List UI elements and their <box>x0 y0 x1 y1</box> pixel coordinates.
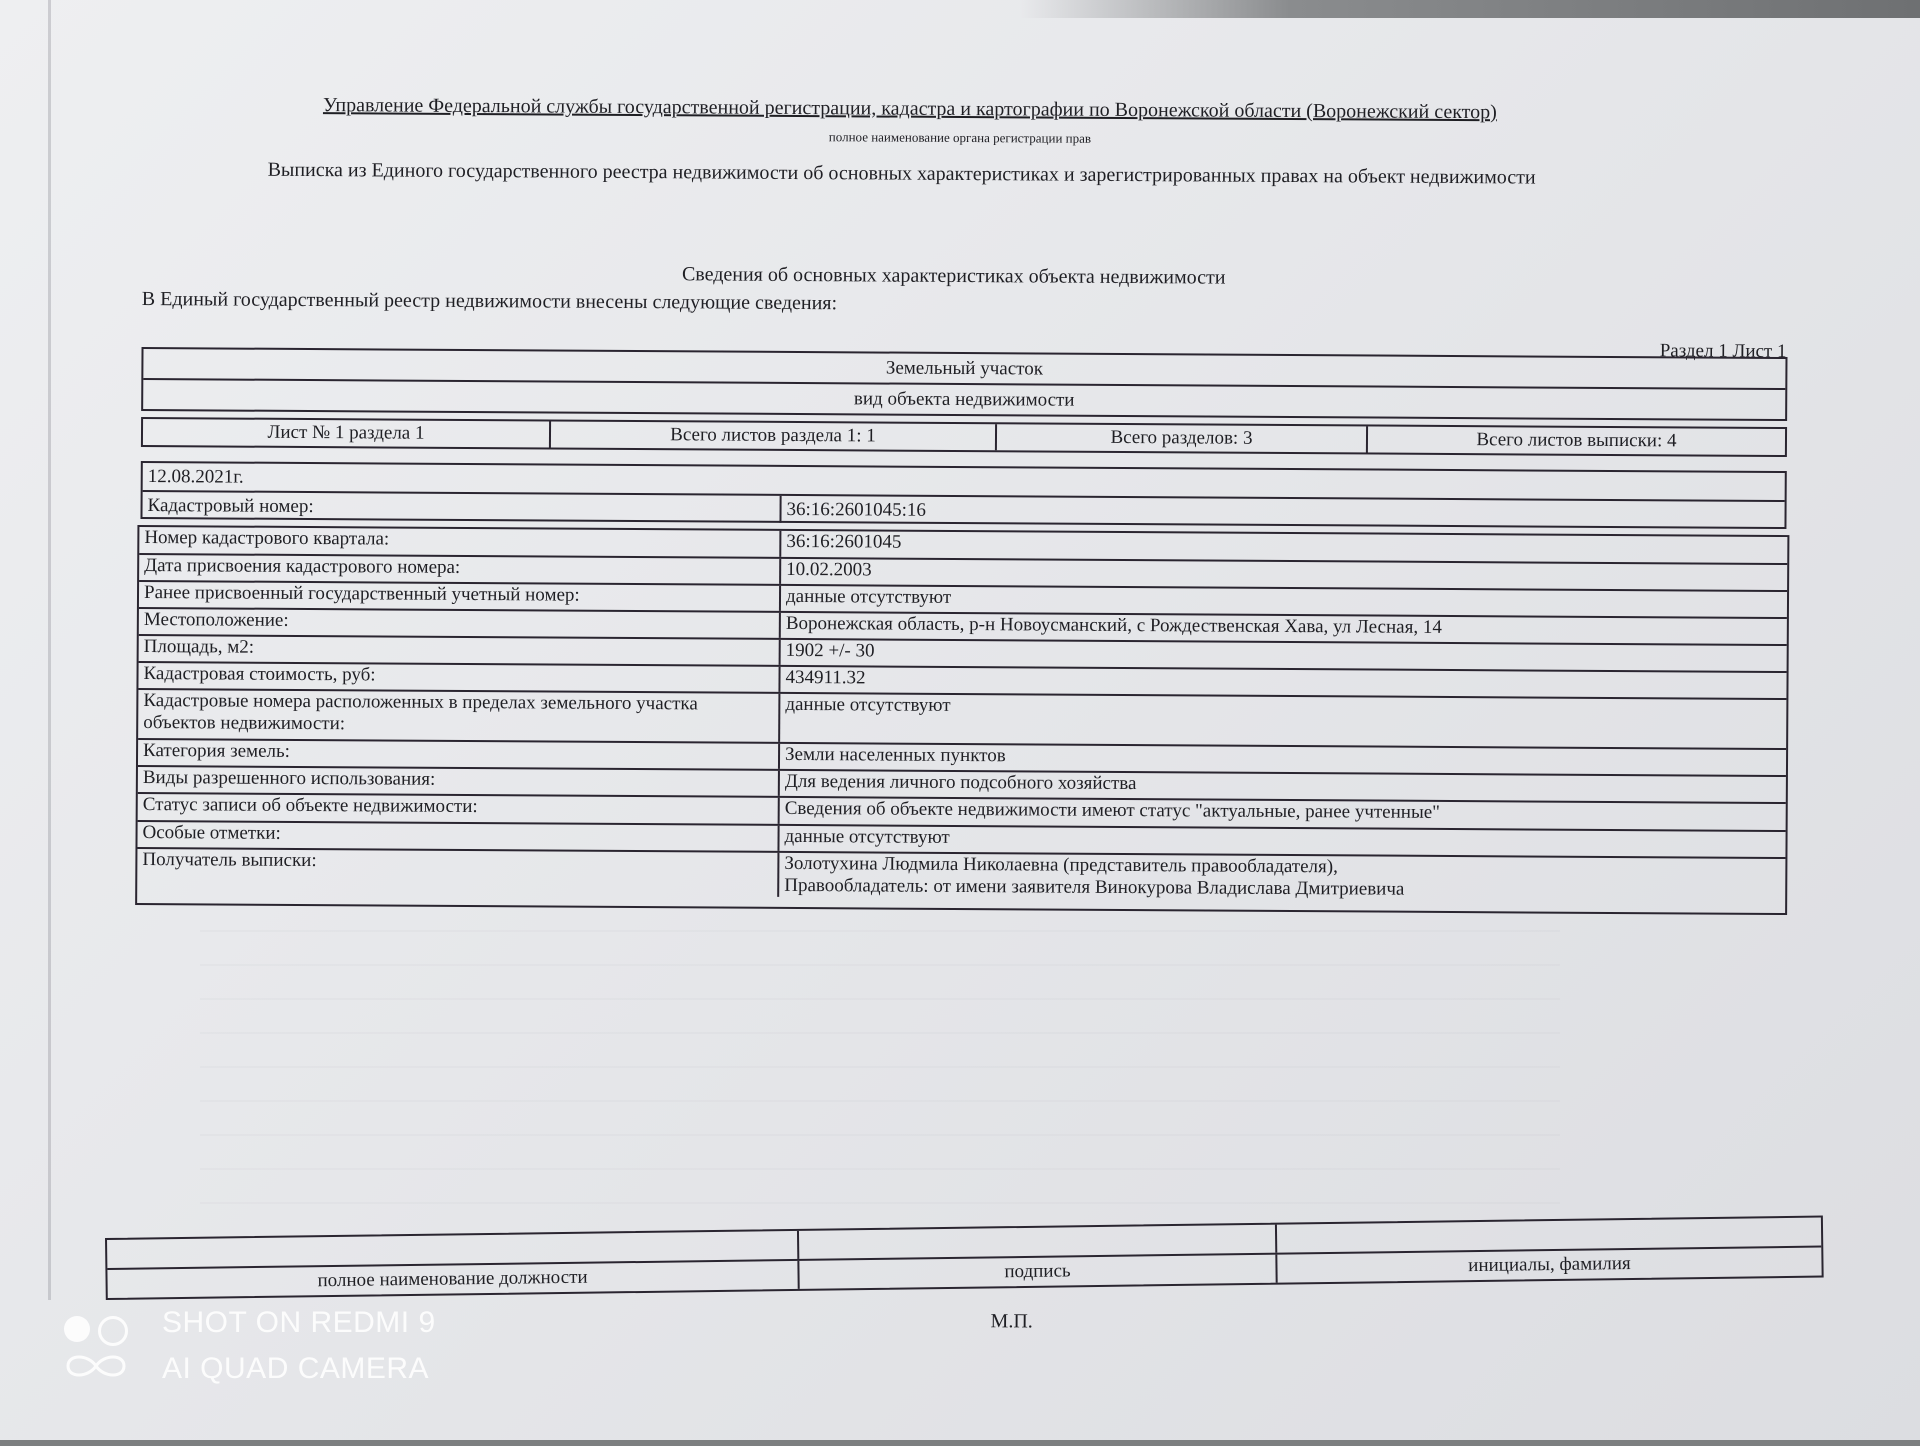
row-value: Сведения об объекте недвижимости имеют статус "актуальные, ранее учтенные" <box>778 798 1786 830</box>
organization-name: Управление Федеральной службы государственной регистрации, кадастра и картографии по Воронежской области (Воронежский сектор) <box>322 94 1497 124</box>
row-value: данные отсутствуют <box>777 826 1785 857</box>
object-type-box <box>141 347 1787 421</box>
row-label: Местоположение: <box>143 609 289 631</box>
recipient-line-1: Золотухина Людмила Николаевна (представитель правообладателя), <box>784 852 1338 878</box>
total-sheets-extract: Всего листов выписки: 4 <box>1366 426 1785 455</box>
total-sheets-section: Всего листов раздела 1: 1 <box>549 421 995 450</box>
row-value: 1902 +/- 30 <box>779 640 1787 671</box>
cadastral-number-label: Кадастровый номер: <box>147 495 314 518</box>
position-caption: полное наименование должности <box>317 1266 588 1292</box>
organization-caption: полное наименование органа регистрации прав <box>828 129 1092 146</box>
sheet-number: Лист № 1 раздела 1 <box>267 421 425 444</box>
characteristics-table <box>135 525 1789 915</box>
object-type-caption: вид объекта недвижимости <box>143 378 1785 419</box>
sheet-info-row <box>141 417 1787 457</box>
row-label: Виды разрешенного использования: <box>142 767 436 790</box>
camera-watermark <box>62 1300 436 1392</box>
row-value: 36:16:2601045 <box>779 531 1787 563</box>
signature-caption: подпись <box>797 1255 1275 1289</box>
camera-logo-icon <box>62 1310 132 1382</box>
watermark-text <box>162 1300 436 1392</box>
row-label: Кадастровая стоимость, руб: <box>143 663 376 686</box>
extract-date: 12.08.2021г. <box>147 466 244 488</box>
row-label: Получатель выписки: <box>142 849 317 872</box>
extract-title: Выписка из Единого государственного реестра недвижимости об основных характеристиках и зарегистрированных правах на объект недвижимости <box>267 158 1536 189</box>
row-value: данные отсутствуют <box>778 694 1786 748</box>
watermark-line-1: SHOT ON REDMI 9 <box>162 1306 436 1339</box>
section-title: Сведения об основных характеристиках объекта недвижимости <box>681 263 1226 289</box>
row-label: Статус записи об объекте недвижимости: <box>142 794 478 818</box>
stamp-place: М.П. <box>990 1310 1033 1333</box>
cadastral-number-value: 36:16:2601045:16 <box>779 496 1784 529</box>
row-label: Ранее присвоенный государственный учетный номер: <box>143 582 580 606</box>
row-label: Категория земель: <box>143 740 291 762</box>
recipient-line-2: Правообладатель: от имени заявителя Винокурова Владислава Дмитриевича <box>784 874 1405 900</box>
row-label: Дата присвоения кадастрового номера: <box>144 555 461 578</box>
row-value: данные отсутствуют <box>779 586 1787 617</box>
table-row <box>138 688 1786 748</box>
section-intro: В Единый государственный реестр недвижимости внесены следующие сведения: <box>141 287 838 315</box>
name-caption: инициалы, фамилия <box>1275 1248 1821 1283</box>
row-value-multiline <box>777 853 1785 903</box>
row-value: Воронежская область, р-н Новоусманский, с Рождественская Хава, ул Лесная, 14 <box>779 613 1787 644</box>
total-sections: Всего разделов: 3 <box>995 424 1366 452</box>
row-value: Для ведения личного подсобного хозяйства <box>778 771 1786 802</box>
row-label: Номер кадастрового квартала: <box>144 527 390 550</box>
row-value: 10.02.2003 <box>779 559 1787 590</box>
date-cadastral-box <box>140 461 1786 529</box>
row-value: Земли населенных пунктов <box>778 744 1786 775</box>
row-label: Кадастровые номера расположенных в пределах земельного участка объектов недвижимости: <box>143 690 698 735</box>
row-label: Особые отметки: <box>142 822 281 844</box>
row-value: 434911.32 <box>778 667 1786 698</box>
section-reference: Раздел 1 Лист 1 <box>1659 340 1787 363</box>
row-label: Площадь, м2: <box>143 636 255 658</box>
object-type: Земельный участок <box>885 357 1044 380</box>
watermark-line-2: AI QUAD CAMERA <box>162 1352 430 1385</box>
